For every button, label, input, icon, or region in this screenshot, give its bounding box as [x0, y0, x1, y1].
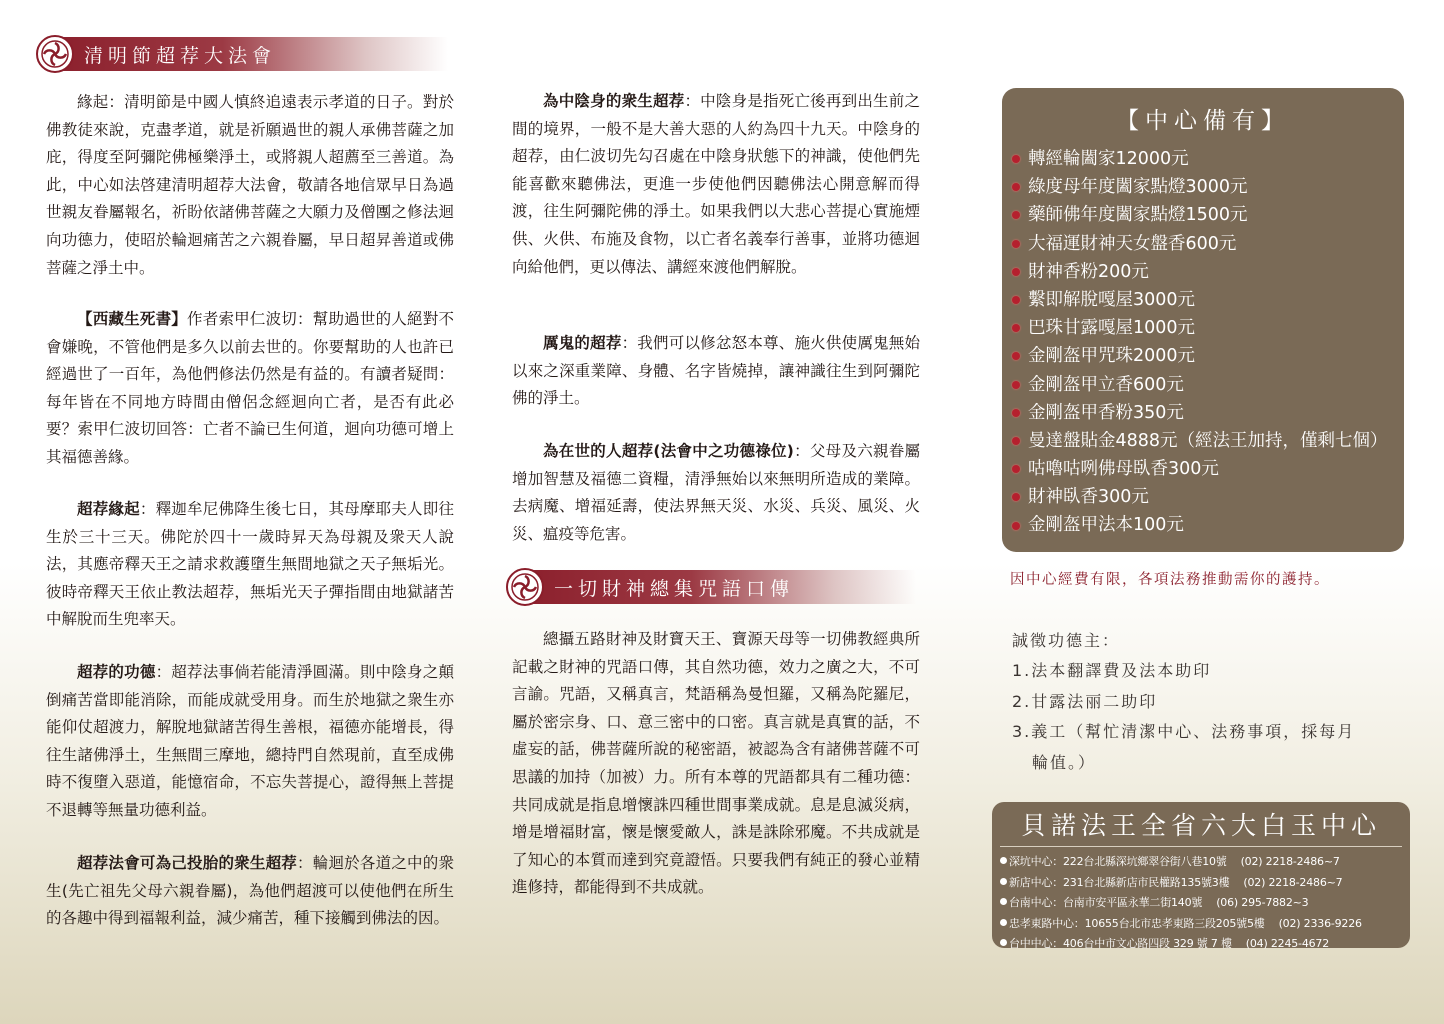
list-item: 轉經輪闔家12000元 — [1012, 145, 1404, 173]
paragraph-bardo: 為中陰身的衆生超荐：中陰身是指死亡後再到出生前之間的境界，一般不是大善大惡的人約為四十九天。中陰身的超荐，由仁波切先勾召處在中陰身狀態下的神識，使他們先能喜歡來聽佛法，更進一步使他們因聽佛法心開意解而得渡，往生阿彌陀佛的淨土。如果我們以大悲心菩提心實施煙供、火供、布施及食物，以亡者名義奉行善事，並將功德迴向給他們，更以傳法、講經來渡他們解脫。 — [512, 92, 920, 276]
list-item: 財神臥香300元 — [1012, 483, 1404, 511]
list-item: 深坑中心：222台北縣深坑鄉翠谷街八巷10號 (02) 2218-2486~7 — [1000, 852, 1402, 873]
swirl-logo-icon — [506, 568, 544, 606]
red-dot-icon — [1012, 493, 1020, 501]
list-item: 綠度母年度闔家點燈3000元 — [1012, 173, 1404, 201]
red-dot-icon — [1012, 211, 1020, 219]
paragraph-rebirth-beings: 超荐法會可為己投胎的衆生超荐：輪迴於各道之中的衆生(先亡祖先父母六親眷屬)，為他們超渡可以使他們在所生的各趣中得到福報利益，減少痛苦，種下接觸到佛法的因。 — [46, 854, 454, 928]
offerings-title: 【中心備有】 — [1116, 108, 1290, 134]
section-title: 一切財神總集咒語口傳 — [554, 577, 795, 600]
list-item: 忠孝東路中心：10655台北市忠孝東路三段205號5樓 (02) 2336-9226 — [1000, 914, 1402, 935]
section-heading-qingming — [38, 37, 448, 71]
paragraph-wealth-mantra: 總攝五路財神及財寶天王、寶源天母等一切佛教經典所記載之財神的咒語口傳，其自然功德，效力之廣之大，不可言諭。咒語，又稱真言，梵語稱為曼怛羅，又稱為陀羅尼，屬於密宗身、口、意三密中的口密。真言就是真實的話，不虛妄的話，佛菩薩所說的秘密語，被認為含有諸佛菩薩不可思議的加持（加被）力。所有本尊的咒語都具有二種功德：共同成就是指息增懷誅四種世間事業成就。息是息滅災病，增是增福財富，懷是懷愛敵人，誅是誅除邪魔。不共成就是了知心的本質而達到究竟證悟。只要我們有純正的發心並精進修持，都能得到不共成就。 — [512, 630, 920, 897]
red-dot-icon — [1012, 437, 1020, 445]
donor-item: 1.法本翻譯費及法本助印 — [1012, 661, 1212, 680]
paragraph-ghost: 厲鬼的超荐：我們可以修忿怒本尊、施火供使厲鬼無始以來之深重業障、身體、名字皆燒掉，讓神識往生到阿彌陀佛的淨土。 — [512, 334, 920, 408]
paragraph-origin: 緣起：清明節是中國人慎終追遠表示孝道的日子。對於佛教徒來說，克盡孝道，就是祈願過世的親人承佛菩薩之加庇，得度至阿彌陀佛極樂淨土，或將親人超薦至三善道。為此，中心如法啓建清明超荐大法會，敬請各地信眾早日為過世親友眷屬報名，祈盼依諸佛菩薩之大願力及僧團之修法迴向功德力，使昭於輪迴痛苦之六親眷屬，早日超昇善道或佛菩薩之淨土中。 — [46, 93, 454, 277]
list-item: 台南中心：台南市安平區永華二街140號 (06) 295-7882~3 — [1000, 893, 1402, 914]
red-dot-icon — [1012, 522, 1020, 530]
donor-item: 2.甘露法丽二助印 — [1012, 692, 1158, 711]
red-dot-icon — [1012, 183, 1020, 191]
centers-list — [1000, 852, 1402, 955]
paragraph-chaojian-origin: 超荐緣起：釋迦牟尼佛降生後七日，其母摩耶夫人即往生於三十三天。佛陀於四十一歲時昇天為母親及衆天人說法，其應帝釋天王之請求救護墮生無間地獄之天子無垢光。彼時帝釋天王依止教法超荐，無垢光天子彈指間由地獄諸苦中解脫而生兜率天。 — [46, 500, 454, 629]
white-dot-icon — [1000, 919, 1007, 926]
list-item: 繫即解脫嘎屋3000元 — [1012, 286, 1404, 314]
white-dot-icon — [1000, 857, 1007, 864]
red-dot-icon — [1012, 155, 1020, 163]
list-item: 財神香粉200元 — [1012, 258, 1404, 286]
support-notice: 因中心經費有限，各項法務推動需你的護持。 — [1010, 572, 1330, 588]
white-dot-icon — [1000, 939, 1007, 946]
donor-item: 輪值。） — [1032, 753, 1097, 772]
offerings-list — [1002, 145, 1404, 540]
white-dot-icon — [1000, 898, 1007, 905]
section-heading-wealth — [508, 570, 916, 604]
red-dot-icon — [1012, 381, 1020, 389]
red-dot-icon — [1012, 352, 1020, 360]
list-item: 金剛盔甲立香600元 — [1012, 371, 1404, 399]
list-item: 巴珠甘露嘎屋1000元 — [1012, 314, 1404, 342]
list-item: 金剛盔甲咒珠2000元 — [1012, 342, 1404, 370]
list-item: 台中中心：406台中市文心路四段 329 號 7 樓 (04) 2245-4672 — [1000, 934, 1402, 955]
white-dot-icon — [1000, 878, 1007, 885]
center-offerings-box — [1002, 88, 1404, 552]
red-dot-icon — [1012, 296, 1020, 304]
swirl-logo-icon — [36, 35, 74, 73]
list-item: 大福運財神天女盤香600元 — [1012, 230, 1404, 258]
paragraph-living: 為在世的人超荐(法會中之功德祿位)：父母及六親眷屬增加智慧及福德二資糧，清淨無始以來無明所造成的業障。去病魔、增福延壽，使法界無天災、水災、兵災、風災、火災、瘟疫等危害。 — [512, 442, 920, 543]
centers-title: 貝諾法王全省六大白玉中心 — [1000, 806, 1402, 847]
paragraph-tibetan-book: 【西藏生死書】作者索甲仁波切：幫助過世的人絕對不會嫌晚，不管他們是多久以前去世的。你要幫助的人也許已經過世了一百年，為他們修法仍然是有益的。有讀者疑問：每年皆在不同地方時間由僧侶念經迴向亡者，是否有此必要？索甲仁波切回答：亡者不論已生何道，迴向功德可增上其福德善緣。 — [46, 310, 454, 466]
red-dot-icon — [1012, 324, 1020, 332]
red-dot-icon — [1012, 409, 1020, 417]
section-title: 清明節超荐大法會 — [84, 44, 277, 67]
list-item: 咕嚕咕咧佛母臥香300元 — [1012, 455, 1404, 483]
centers-box — [992, 802, 1410, 948]
list-item: 金剛盔甲香粉350元 — [1012, 399, 1404, 427]
red-dot-icon — [1012, 465, 1020, 473]
paragraph-chaojian-merit: 超荐的功德：超荐法事倘若能清淨圓滿。則中陰身之顛倒痛苦當即能消除，而能成就受用身。而生於地獄之衆生亦能仰仗超渡力，解脫地獄諸苦得生善根，福德亦能增長，得往生諸佛淨土，生無間三摩地，總持門自然現前，直至成佛時不復墮入惡道，能憶宿命，不忘失菩提心，證得無上菩提不退轉等無量功德利益。 — [46, 663, 454, 819]
donor-title: 誠徵功德主： — [1012, 631, 1121, 650]
red-dot-icon — [1012, 240, 1020, 248]
list-item: 曼達盤貼金4888元（經法王加持，僅剩七個） — [1012, 427, 1404, 455]
list-item: 金剛盔甲法本100元 — [1012, 511, 1404, 539]
donor-item: 3.義工（幫忙清潔中心、法務事項，採每月 — [1012, 722, 1356, 741]
red-dot-icon — [1012, 268, 1020, 276]
list-item: 新店中心：231台北縣新店市民權路135號3樓 (02) 2218-2486~7 — [1000, 873, 1402, 894]
list-item: 藥師佛年度闔家點燈1500元 — [1012, 201, 1404, 229]
